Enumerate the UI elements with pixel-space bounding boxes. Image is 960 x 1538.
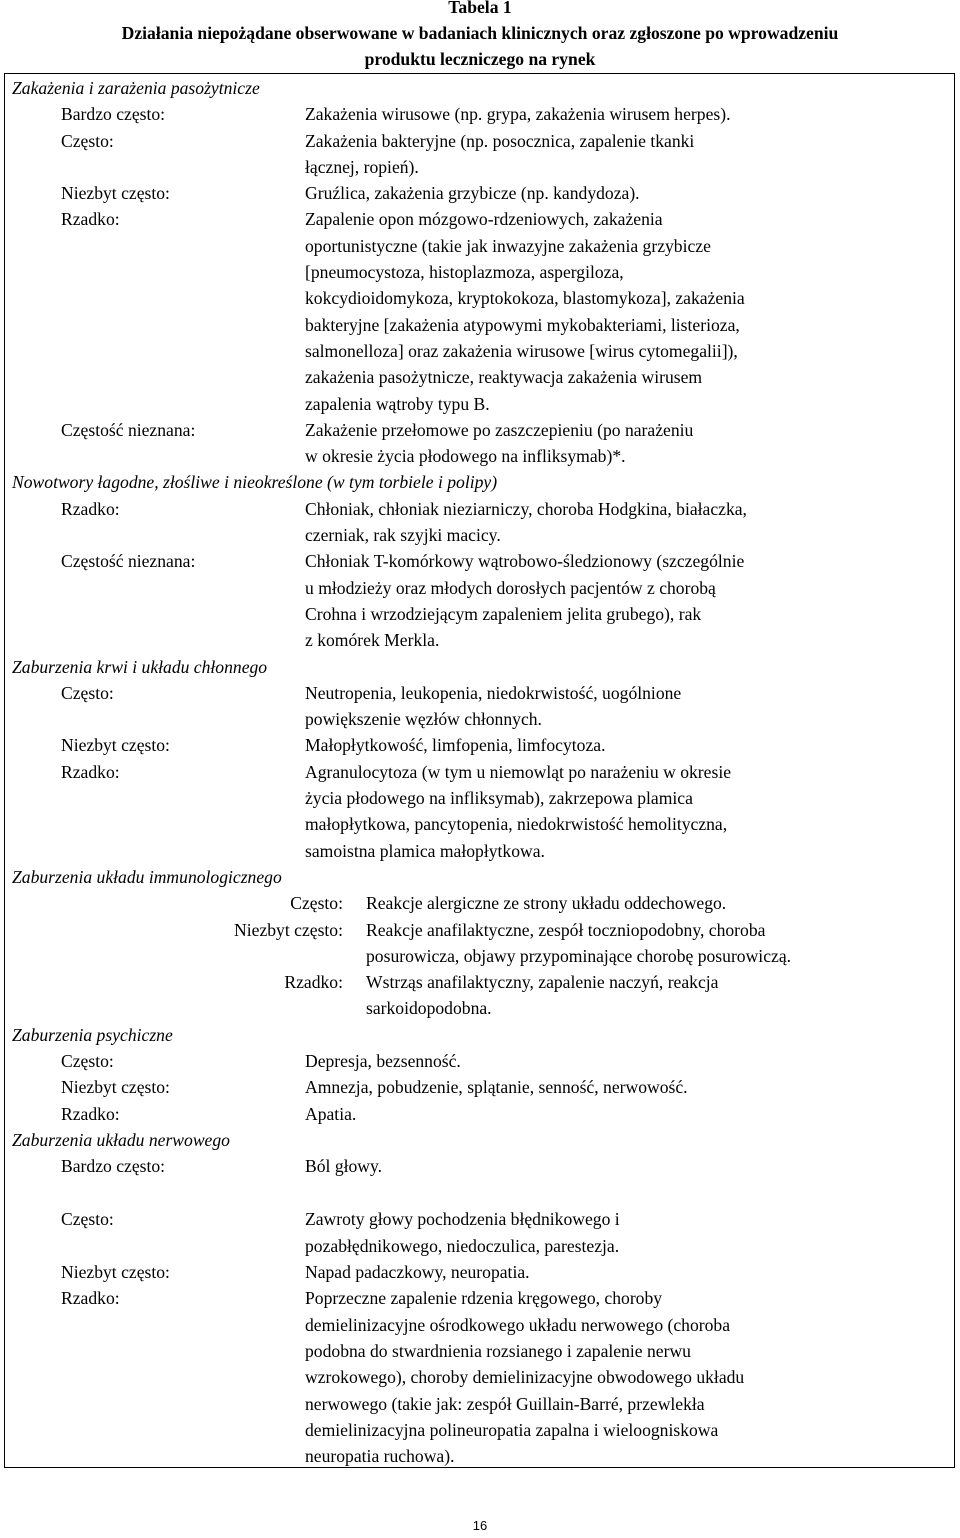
effects-line: nerwowego (takie jak: zespół Guillain-Barré, przewlekła: [305, 1393, 705, 1414]
section-title: Zaburzenia psychiczne: [12, 1024, 173, 1045]
effects-line: kokcydioidomykoza, kryptokokoza, blastomykoza], zakażenia: [305, 288, 745, 309]
effects-line: samoistna plamica małopłytkowa.: [305, 840, 545, 861]
effects-line: bakteryjne [zakażenia atypowymi mykobakteriami, listerioza,: [305, 314, 740, 335]
effects-text: [305, 101, 883, 127]
frequency-row: [0, 1101, 960, 1127]
frequency-label: Często:: [61, 130, 114, 151]
effects-text: [347, 917, 925, 970]
frequency-row: [0, 680, 960, 733]
frequency-label: Niezbyt często:: [234, 919, 343, 940]
section-title: Zaburzenia krwi i układu chłonnego: [12, 656, 268, 677]
frequency-row: [0, 1206, 960, 1259]
frequency-row: [0, 1153, 960, 1179]
effects-line: Zakażenie przełomowe po zaszczepieniu (po narażeniu: [305, 419, 694, 440]
effects-line: salmonelloza] oraz zakażenia wirusowe [wirus cytomegalii]),: [305, 340, 738, 361]
effects-line: czerniak, rak szyjki macicy.: [305, 525, 501, 546]
effects-line: zapalenia wątroby typu B.: [305, 393, 490, 414]
effects-line: Reakcje anafilaktyczne, zespół toczniopodobny, choroba: [366, 919, 766, 940]
effects-text: [347, 969, 925, 1022]
effects-text: [347, 890, 925, 916]
frequency-label: Często:: [61, 682, 114, 703]
frequency-label: Często:: [61, 1050, 114, 1071]
effects-line: demielinizacyjne ośrodkowego układu nerwowego (choroba: [305, 1314, 731, 1335]
effects-text: [305, 1285, 883, 1469]
effects-line: Poprzeczne zapalenie rdzenia kręgowego, choroby: [305, 1288, 663, 1309]
effects-text: [305, 1153, 883, 1179]
effects-line: zakażenia pasożytnicze, reaktywacja zakażenia wirusem: [305, 367, 703, 388]
effects-text: [305, 206, 883, 416]
frequency-label: Rzadko:: [61, 1103, 120, 1124]
effects-line: Zakażenia wirusowe (np. grypa, zakażenia wirusem herpes).: [305, 104, 731, 125]
effects-line: Crohna i wrzodziejącym zapaleniem jelita grubego), rak: [305, 603, 702, 624]
frequency-label: Częstość nieznana:: [61, 419, 196, 440]
effects-text: [305, 128, 883, 181]
effects-line: oportunistyczne (takie jak inwazyjne zakażenia grzybicze: [305, 235, 711, 256]
effects-text: [305, 680, 883, 733]
frequency-label: Rzadko:: [284, 972, 343, 993]
effects-line: posurowicza, objawy przypominające chorobę posurowiczą.: [366, 945, 792, 966]
section: [0, 1127, 960, 1470]
effects-line: Zawroty głowy pochodzenia błędnikowego i: [305, 1209, 620, 1230]
frequency-row: [0, 180, 960, 206]
effects-line: podobna do stwardnienia rozsianego i zapalenie nerwu: [305, 1340, 691, 1361]
frequency-label: Rzadko:: [61, 761, 120, 782]
section: [0, 864, 960, 1022]
effects-line: Depresja, bezsenność.: [305, 1050, 461, 1071]
effects-text: [305, 1101, 883, 1127]
frequency-row: [0, 890, 960, 916]
frequency-label: Niezbyt często:: [61, 735, 170, 756]
effects-line: Napad padaczkowy, neuropatia.: [305, 1262, 530, 1283]
effects-line: małopłytkowa, pancytopenia, niedokrwistość hemolityczna,: [305, 814, 728, 835]
frequency-label: Rzadko:: [61, 1288, 120, 1309]
effects-text: [305, 1206, 883, 1259]
frequency-label: Często:: [61, 1209, 114, 1230]
section-title: Zaburzenia układu nerwowego: [12, 1129, 230, 1150]
section-title: Zaburzenia układu immunologicznego: [12, 866, 282, 887]
effects-text: [305, 548, 883, 653]
frequency-row: [0, 1285, 960, 1469]
effects-line: powiększenie węzłów chłonnych.: [305, 709, 542, 730]
effects-text: [305, 1259, 883, 1285]
frequency-row: [0, 1048, 960, 1074]
effects-line: Małopłytkowość, limfopenia, limfocytoza.: [305, 735, 606, 756]
table-caption-line-2: produktu leczniczego na rynek: [364, 49, 596, 69]
effects-text: [305, 1048, 883, 1074]
table-title: Tabela 1: [448, 0, 512, 17]
frequency-row: [0, 101, 960, 127]
row-spacer: [0, 1179, 960, 1206]
effects-text: [305, 417, 883, 470]
section: [0, 1022, 960, 1127]
effects-line: Amnezja, pobudzenie, splątanie, senność, nerwowość.: [305, 1077, 688, 1098]
frequency-row: [0, 969, 960, 1022]
effects-text: [305, 759, 883, 864]
effects-line: wzrokowego), choroby demielinizacyjne obwodowego układu: [305, 1367, 745, 1388]
page-number: 16: [472, 1518, 488, 1533]
effects-line: [pneumocystoza, histoplazmoza, aspergiloza,: [305, 262, 624, 283]
effects-line: życia płodowego na infliksymab), zakrzepowa plamica: [305, 788, 693, 809]
effects-line: u młodzieży oraz młodych dorosłych pacjentów z chorobą: [305, 577, 716, 598]
table-caption-line-1: Działania niepożądane obserwowane w badaniach klinicznych oraz zgłoszone po wprowadzeniu: [121, 23, 839, 43]
section: [0, 469, 960, 653]
section: [0, 75, 960, 469]
frequency-row: [0, 917, 960, 970]
effects-line: Apatia.: [305, 1103, 357, 1124]
frequency-row: [0, 128, 960, 181]
section-title: Zakażenia i zarażenia pasożytnicze: [12, 78, 260, 98]
frequency-row: [0, 417, 960, 470]
effects-line: Gruźlica, zakażenia grzybicze (np. kandydoza).: [305, 183, 640, 204]
effects-line: Agranulocytoza (w tym u niemowląt po narażeniu w okresie: [305, 761, 732, 782]
frequency-row: [0, 1074, 960, 1100]
effects-text: [305, 496, 883, 549]
frequency-row: [0, 732, 960, 758]
frequency-row: [0, 548, 960, 653]
effects-line: Wstrząs anafilaktyczny, zapalenie naczyń, reakcja: [366, 972, 719, 993]
frequency-label: Rzadko:: [61, 209, 120, 230]
effects-line: pozabłędnikowego, niedoczulica, parestezja.: [305, 1235, 620, 1256]
effects-text: [305, 1074, 883, 1100]
effects-line: sarkoidopodobna.: [366, 998, 492, 1019]
frequency-label: Rzadko:: [61, 498, 120, 519]
frequency-label: Bardzo często:: [61, 1156, 166, 1177]
effects-line: Zapalenie opon mózgowo-rdzeniowych, zakażenia: [305, 209, 663, 230]
effects-text: [305, 180, 883, 206]
frequency-row: [0, 496, 960, 549]
effects-line: Neutropenia, leukopenia, niedokrwistość, uogólnione: [305, 682, 682, 703]
frequency-label: Często:: [290, 893, 343, 914]
effects-line: Reakcje alergiczne ze strony układu oddechowego.: [366, 893, 727, 914]
section-title: Nowotwory łagodne, złośliwe i nieokreślone (w tym torbiele i polipy): [12, 472, 498, 493]
frequency-row: [0, 1259, 960, 1285]
frequency-label: Niezbyt często:: [61, 183, 170, 204]
frequency-row: [0, 206, 960, 416]
frequency-label: Bardzo często:: [61, 104, 166, 125]
frequency-label: Niezbyt często:: [61, 1077, 170, 1098]
frequency-row: [0, 759, 960, 864]
effects-line: Chłoniak T-komórkowy wątrobowo-śledzionowy (szczególnie: [305, 551, 745, 572]
section: [0, 654, 960, 864]
effects-line: łącznej, ropień).: [305, 156, 419, 177]
effects-line: Chłoniak, chłoniak nieziarniczy, choroba Hodgkina, białaczka,: [305, 498, 747, 519]
frequency-label: Częstość nieznana:: [61, 551, 196, 572]
effects-line: demielinizacyjna polineuropatia zapalna i wieloogniskowa: [305, 1419, 719, 1440]
frequency-label: Niezbyt często:: [61, 1262, 170, 1283]
effects-line: Ból głowy.: [305, 1156, 383, 1177]
effects-line: w okresie życia płodowego na infliksymab)*.: [305, 446, 626, 467]
effects-line: z komórek Merkla.: [305, 630, 440, 651]
effects-line: Zakażenia bakteryjne (np. posocznica, zapalenie tkanki: [305, 130, 695, 151]
effects-line: neuropatia ruchowa).: [305, 1446, 455, 1467]
table-content: [0, 75, 960, 1469]
effects-text: [305, 732, 883, 758]
